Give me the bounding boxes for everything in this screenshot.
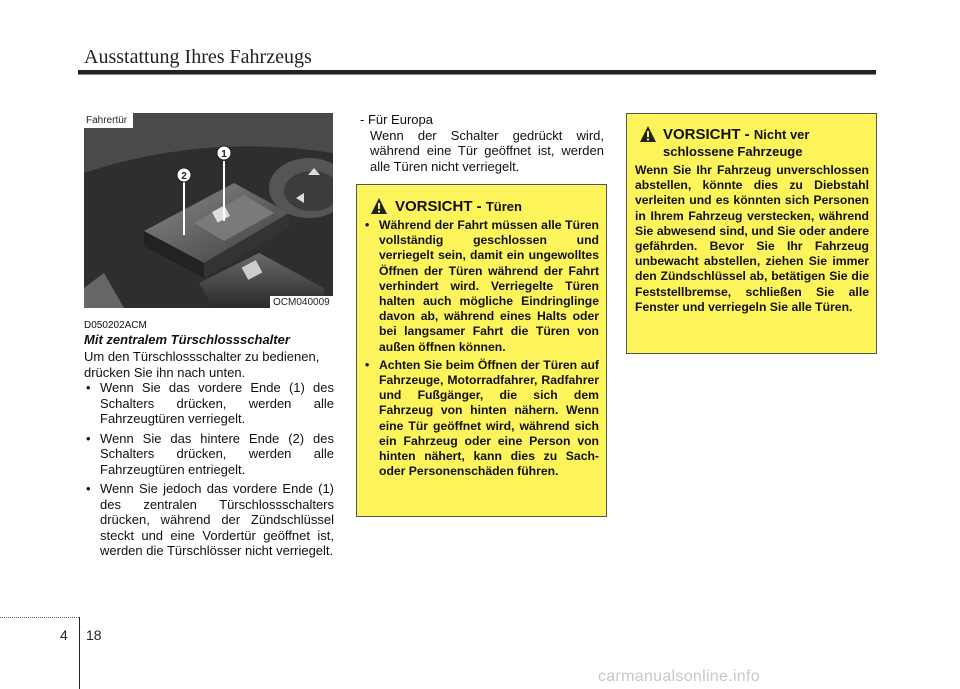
list-item: • Wenn Sie das vordere Ende (1) des Schalters drücken, werden alle Fahrzeugtüren verriegelt. <box>84 380 334 427</box>
warning-list <box>365 218 599 482</box>
list-item: • Wenn Sie das hintere Ende (2) des Schalters drücken, werden alle Fahrzeugtüren entriegelt. <box>84 431 334 478</box>
warning-text: Wenn Sie Ihr Fahrzeug unverschlossen abstellen, könnte dies zu Diebstahl verleiten und es könnten sich Personen in Ihrem Fahrzeug verstecken, während Sie abwesend sind, und Sie oder andere gefährden. Bevor Sie Ihr Fahrzeug unbewacht abstellen, ziehen Sie immer den Zündschlüssel ab, betätigen Sie die Feststellbremse, schließen Sie alle Fenster und verriegeln Sie alle Türen. <box>635 163 869 314</box>
warning-title-sub: Nicht ver schlossene Fahrzeuge <box>663 127 810 159</box>
section-code: D050202ACM <box>84 320 147 331</box>
warning-box-unlocked <box>626 113 877 354</box>
warning-title-main: VORSICHT - <box>663 126 750 143</box>
footer-divider <box>79 617 80 689</box>
header-rule-thin <box>78 74 876 75</box>
europe-heading: - Für Europa <box>360 112 433 127</box>
europe-text: Wenn der Schalter gedrückt wird, während eine Tür geöffnet ist, werden alle Türen nicht verriegelt. <box>370 127 604 174</box>
list-item: • Während der Fahrt müssen alle Türen vollständig geschlossen und verriegelt sein, damit ein ungewolltes Öffnen der Türen während der Fahrt verhindert wird. Verriegelte Türen halten auch mögliche Eindringlinge davon ab, während eines Halts oder bei langsamer Fahrt die Türen von außen öffnen können. <box>365 218 599 355</box>
door-switch-photo <box>84 113 333 308</box>
list-item: • Achten Sie beim Öffnen der Türen auf Fahrzeuge, Motorradfahrer, Radfahrer und Fußgänger, die sich dem Fahrzeug von hinten nähern. Wenn eine Tür geöffnet wird, während sich ein Fahrzeug oder eine Person von hinten nähert, kann dies zu Sach- oder Personenschäden führen. <box>365 358 599 480</box>
figure-label: Fahrertür <box>84 113 133 128</box>
europe-note <box>356 112 604 174</box>
list-item: • Wenn Sie jedoch das vordere Ende (1) des zentralen Türschlossschalters drücken, während der Zündschlüssel steckt und eine Vordertür geöffnet ist, werden die Türschlösser nicht verriegelt. <box>84 481 334 559</box>
header-title: Ausstattung Ihres Fahrzeugs <box>84 46 312 68</box>
figure-code: OCM040009 <box>270 296 333 309</box>
footer-dotted-rule <box>0 617 79 619</box>
warning-title <box>395 198 522 215</box>
warning-title-main: VORSICHT - <box>395 198 482 215</box>
section-heading: Mit zentralem Türschlossschalter <box>84 332 290 347</box>
warning-title <box>663 126 863 160</box>
section-intro: Um den Türschlossschalter zu bedienen, drücken Sie ihn nach unten. <box>84 349 320 380</box>
chapter-number: 4 <box>60 627 68 643</box>
watermark: carmanualsonline.info <box>598 668 760 685</box>
callout-1: 1 <box>221 149 227 160</box>
warning-triangle-icon <box>639 125 657 143</box>
warning-box-doors <box>356 184 607 517</box>
warning-title-sub: Türen <box>485 199 522 214</box>
door-switch-illustration <box>84 113 333 308</box>
callout-2: 2 <box>181 171 187 182</box>
warning-triangle-icon <box>370 197 388 215</box>
page-number: 18 <box>86 627 102 643</box>
section-bullet-list <box>84 380 334 563</box>
